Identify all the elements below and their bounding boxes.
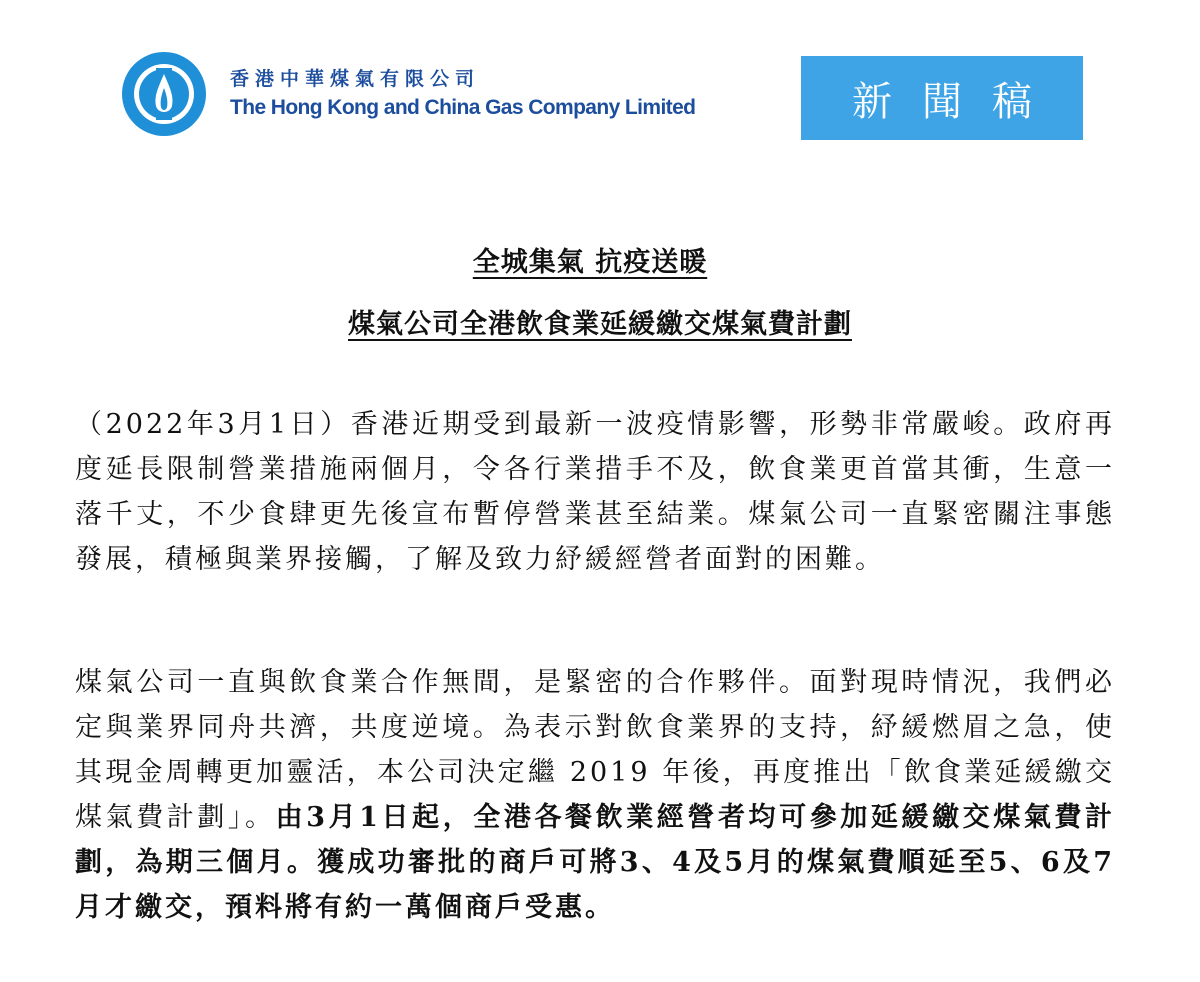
press-release-header: [0, 0, 1200, 170]
body-paragraph-2: [75, 660, 1115, 930]
headline-secondary: 煤氣公司全港飲食業延緩繳交煤氣費計劃: [348, 309, 852, 340]
press-release-badge: 新聞稿: [801, 56, 1083, 140]
company-name-en: The Hong Kong and China Gas Company Limited: [230, 96, 696, 119]
paragraph-2-bold-text: 由3月1日起，全港各餐飲業經營者均可參加延緩繳交煤氣費計劃，為期三個月。獲成功審批的商戶可將3、4及5月的煤氣費順延至5、6及7月才繳交，預料將有約一萬個商戶受惠。: [75, 802, 1116, 923]
company-name-zh: 香港中華煤氣有限公司: [230, 68, 481, 90]
flame-logo-icon: [120, 50, 208, 138]
body-paragraph-1: （2022年3月1日）香港近期受到最新一波疫情影響，形勢非常嚴峻。政府再度延長限制營業措施兩個月，令各行業措手不及，飲食業更首當其衝，生意一落千丈，不少食肆更先後宣布暫停營業甚至結業。煤氣公司一直緊密關注事態發展，積極與業界接觸，了解及致力紓緩經營者面對的困難。: [75, 409, 1115, 575]
headline-primary: 全城集氣 抗疫送暖: [472, 247, 708, 278]
paragraph-2-regular-text: 煤氣公司一直與飲食業合作無間，是緊密的合作夥伴。面對現時情況，我們必定與業界同舟共濟，共度逆境。為表示對飲食業界的支持，紓緩燃眉之急，使其現金周轉更加靈活，本公司決定繼 2019 年後，再度推出「飲食業延緩繳交煤氣費計劃」。: [75, 667, 1115, 833]
